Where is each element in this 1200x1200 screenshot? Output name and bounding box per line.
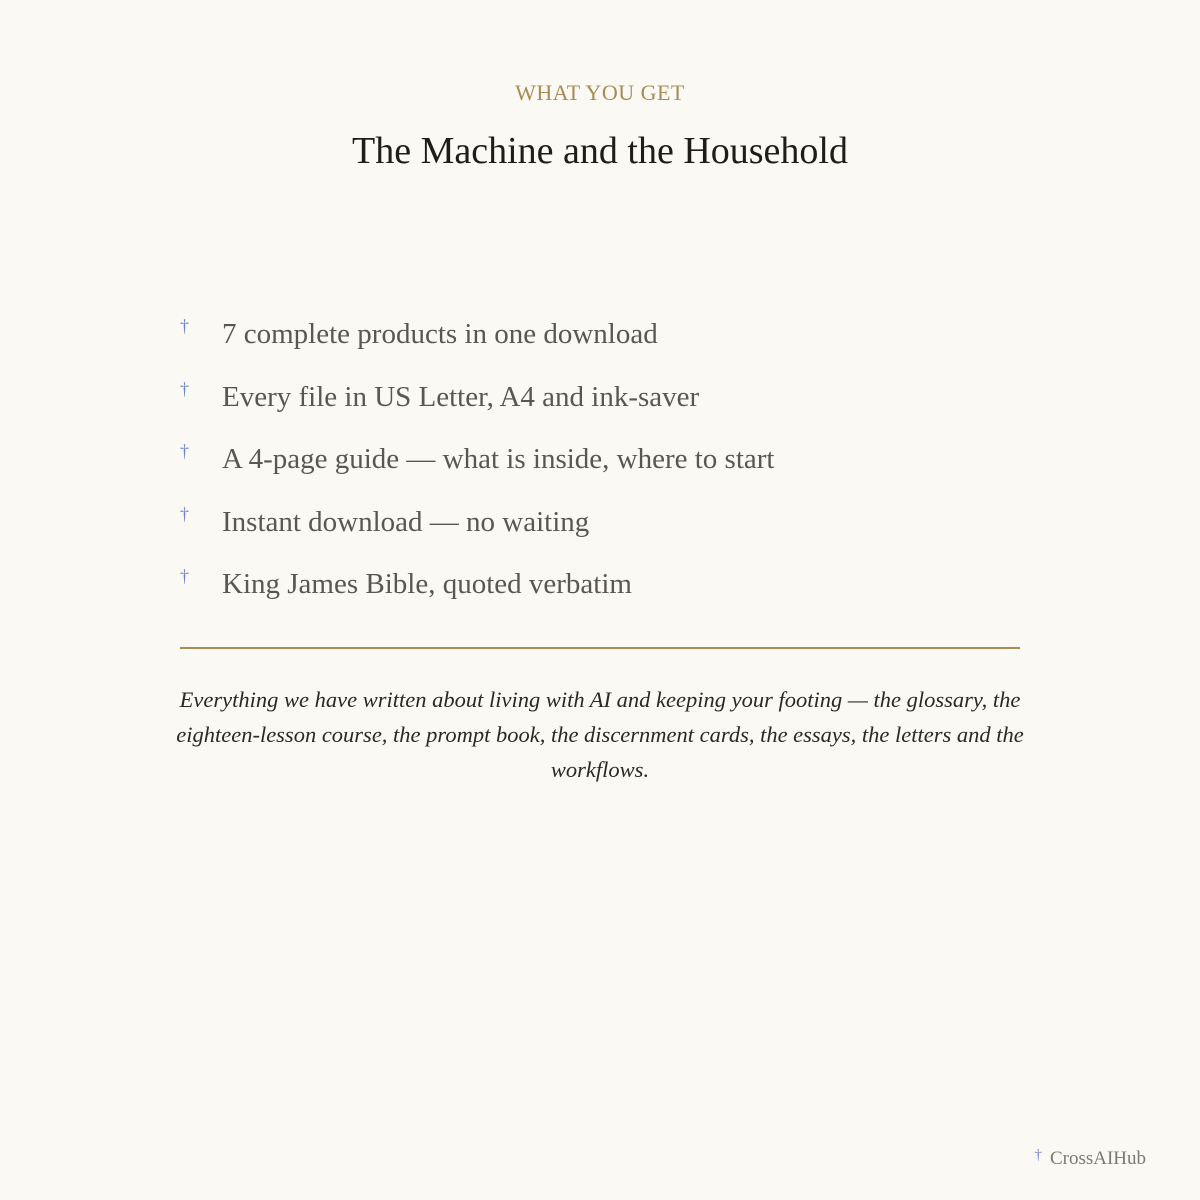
brand-name: CrossAIHub bbox=[1049, 1148, 1146, 1169]
feature-text: A 4-page guide — what is inside, where to start bbox=[222, 443, 775, 475]
feature-item bbox=[180, 498, 1020, 561]
cross-icon: † bbox=[180, 378, 189, 399]
feature-text: 7 complete products in one download bbox=[222, 318, 658, 350]
feature-item bbox=[180, 310, 1020, 373]
cross-icon: † bbox=[180, 441, 189, 461]
cross-icon: † bbox=[180, 316, 189, 336]
section-eyebrow: WHAT YOU GET bbox=[515, 80, 685, 105]
cross-icon: † bbox=[180, 566, 189, 586]
section-divider bbox=[180, 647, 1020, 649]
cross-icon: † bbox=[1034, 1147, 1042, 1163]
feature-text: King James Bible, quoted verbatim bbox=[222, 568, 632, 600]
feature-item bbox=[180, 560, 1020, 623]
brand-mark bbox=[1034, 1148, 1146, 1170]
feature-item bbox=[180, 373, 1020, 436]
feature-list bbox=[180, 310, 1020, 623]
feature-text: Instant download — no waiting bbox=[222, 505, 590, 538]
feature-text: Every file in US Letter, A4 and ink-saver bbox=[222, 380, 700, 413]
cross-icon: † bbox=[180, 503, 189, 524]
summary-text: Everything we have written about living with AI and keeping your footing — the glossary, the eighteen-lesson course, the prompt book, the discernment cards, the essays, the letters and the workflows. bbox=[176, 687, 1024, 782]
page-title: The Machine and the Household bbox=[352, 130, 848, 172]
feature-item bbox=[180, 435, 1020, 498]
